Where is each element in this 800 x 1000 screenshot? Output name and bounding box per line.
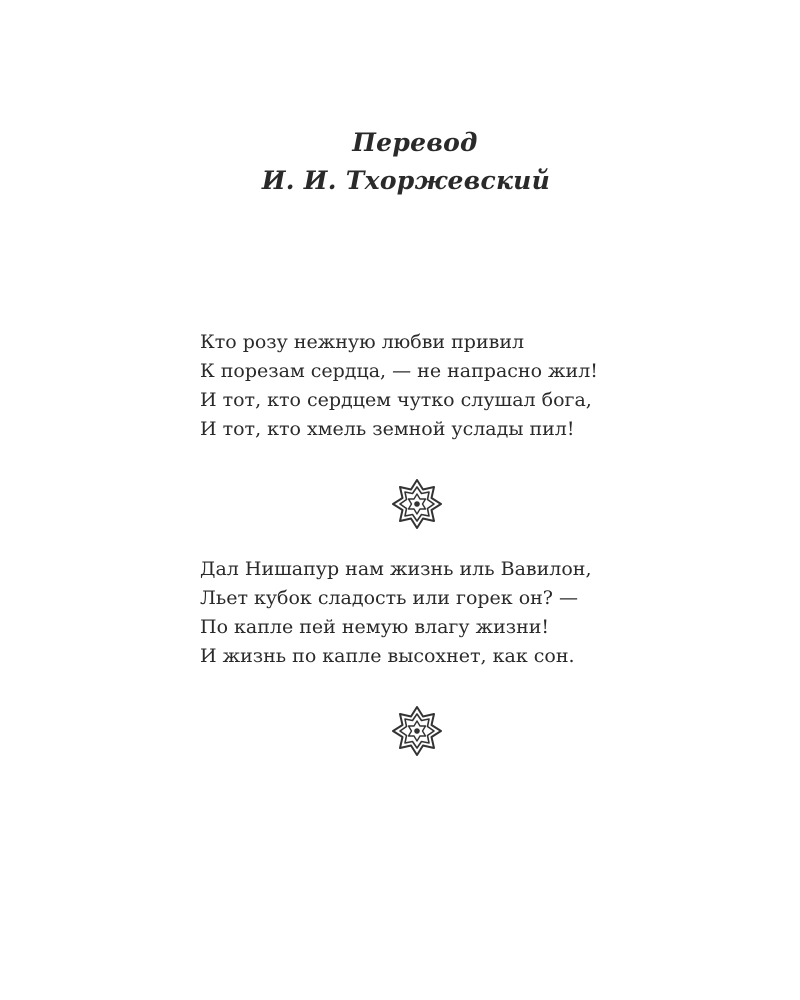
heading-translation-label: Перевод	[352, 128, 478, 157]
verse-line: Льет кубок сладость или горек он? —	[200, 587, 579, 609]
eight-point-star-ornament-icon	[389, 703, 445, 759]
verse-line: И тот, кто хмель земной услады пил!	[200, 418, 575, 440]
verse-line: И жизнь по капле высохнет, как сон.	[200, 645, 575, 667]
stanza-1	[200, 328, 700, 444]
heading-translator-name: И. И. Тхоржевский	[261, 166, 551, 195]
verse-line: Кто розу нежную любви привил	[200, 331, 525, 353]
verse-line: Дал Нишапур нам жизнь иль Вавилон,	[200, 558, 592, 580]
translator-heading	[0, 124, 800, 200]
eight-point-star-ornament-icon	[389, 476, 445, 532]
stanza-2	[200, 555, 700, 671]
verse-line: К порезам сердца, — не напрасно жил!	[200, 360, 598, 382]
verse-line: И тот, кто сердцем чутко слушал бога,	[200, 389, 592, 411]
verse-line: По капле пей немую влагу жизни!	[200, 616, 550, 638]
